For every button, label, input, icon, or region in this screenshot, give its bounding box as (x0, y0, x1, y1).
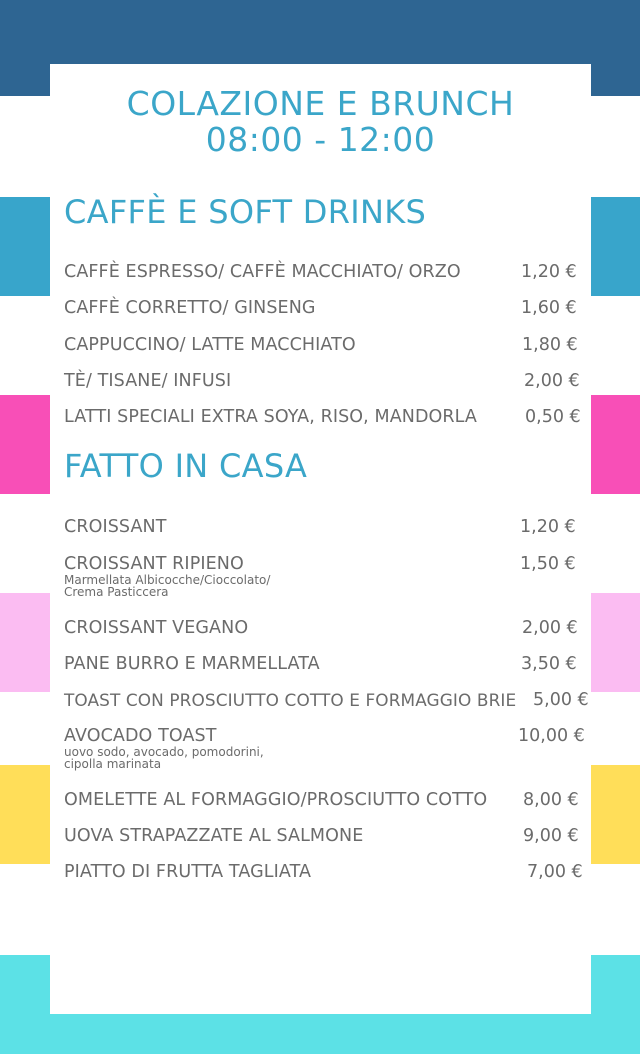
side-stripe-yellow-right (590, 765, 640, 864)
item-price: 9,00 € (523, 826, 579, 846)
menu-hours: 08:00 - 12:00 (205, 120, 436, 159)
menu-item (64, 298, 589, 318)
item-name: PIATTO DI FRUTTA TAGLIATA (64, 862, 312, 882)
item-name: CROISSANT (64, 517, 167, 537)
menu-item (64, 654, 589, 674)
item-name: UOVA STRAPAZZATE AL SALMONE (64, 826, 364, 846)
item-name: OMELETTE AL FORMAGGIO/PROSCIUTTO COTTO (64, 790, 488, 810)
menu-item (64, 554, 589, 598)
item-name: CROISSANT VEGANO (64, 618, 249, 638)
item-name: TOAST CON PROSCIUTTO COTTO E FORMAGGIO BRIE (64, 690, 517, 710)
menu-item (64, 726, 589, 770)
item-price: 10,00 € (518, 726, 585, 746)
menu-card (50, 64, 591, 1014)
item-price: 2,00 € (522, 618, 578, 638)
item-price: 1,20 € (520, 517, 576, 537)
item-name: CAFFÈ CORRETTO/ GINSENG (64, 298, 316, 318)
item-name: AVOCADO TOAST (64, 726, 217, 746)
item-description: Marmellata Albicocche/Cioccolato/ (64, 573, 271, 587)
item-price: 2,00 € (524, 371, 580, 391)
menu-title: COLAZIONE E BRUNCH (126, 84, 515, 123)
item-price: 3,50 € (521, 654, 577, 674)
item-description: Crema Pasticcera (64, 585, 169, 599)
side-stripe-blue-right (590, 197, 640, 296)
menu-item (64, 335, 589, 355)
menu-item (64, 690, 589, 710)
section-title-drinks: CAFFÈ E SOFT DRINKS (64, 193, 427, 231)
section-title-homemade: FATTO IN CASA (64, 447, 308, 485)
item-name: CAFFÈ ESPRESSO/ CAFFÈ MACCHIATO/ ORZO (64, 262, 461, 282)
side-stripe-pink-left (0, 593, 50, 692)
menu-item (64, 517, 589, 537)
menu-item (64, 371, 589, 391)
menu-item (64, 618, 589, 638)
menu-item (64, 407, 589, 427)
item-name: PANE BURRO E MARMELLATA (64, 654, 320, 674)
item-name: CROISSANT RIPIENO (64, 554, 244, 574)
item-price: 1,80 € (522, 335, 578, 355)
side-stripe-yellow-left (0, 765, 50, 864)
item-price: 1,60 € (521, 298, 577, 318)
item-price: 7,00 € (527, 862, 583, 882)
item-name: LATTI SPECIALI EXTRA SOYA, RISO, MANDORLA (64, 407, 477, 427)
item-price: 1,20 € (521, 262, 577, 282)
menu-header (50, 86, 591, 158)
item-name: CAPPUCCINO/ LATTE MACCHIATO (64, 335, 356, 355)
item-description: uovo sodo, avocado, pomodorini, (64, 745, 264, 759)
item-price: 5,00 € (533, 690, 589, 710)
menu-item (64, 262, 589, 282)
item-price: 1,50 € (520, 554, 576, 574)
menu-item (64, 862, 589, 882)
menu-item (64, 826, 589, 846)
side-stripe-blue-left (0, 197, 50, 296)
menu-item (64, 790, 589, 810)
item-price: 0,50 € (525, 407, 581, 427)
side-stripe-magenta-left (0, 395, 50, 494)
side-stripe-magenta-right (590, 395, 640, 494)
item-name: TÈ/ TISANE/ INFUSI (64, 371, 232, 391)
item-price: 8,00 € (523, 790, 579, 810)
side-stripe-pink-right (590, 593, 640, 692)
item-description: cipolla marinata (64, 757, 162, 771)
